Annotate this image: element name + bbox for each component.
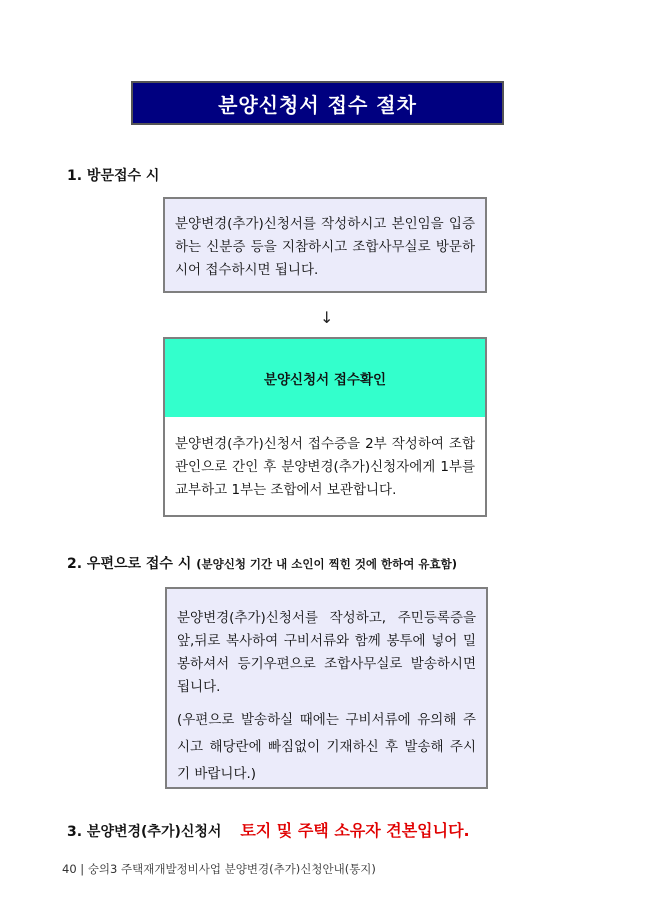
section-1-heading: 1. 방문접수 시 bbox=[67, 168, 160, 184]
receipt-confirmation-text: 분양변경(추가)신청서 접수증을 2부 작성하여 조합 관인으로 간인 후 분양변경(추가)신청자에게 1부를 교부하고 1부는 조합에서 보관합니다. bbox=[175, 436, 475, 498]
section-2-title: 2. 우편으로 접수 시 bbox=[67, 556, 192, 572]
section-2-heading bbox=[67, 553, 457, 573]
section-2-note: (분양신청 기간 내 소인이 찍힌 것에 한하여 유효함) bbox=[196, 557, 457, 571]
page-footer: 40 | 숭의3 주택재개발정비사업 분양변경(추가)신청안내(통지) bbox=[62, 862, 376, 876]
section-3-title: 3. 분양변경(추가)신청서 bbox=[67, 824, 222, 840]
section-3-heading bbox=[67, 818, 470, 841]
visit-instruction-box bbox=[163, 197, 487, 293]
mail-instruction-text: 분양변경(추가)신청서를 작성하고, 주민등록증을 앞,뒤로 복사하여 구비서류와 함께 봉투에 넣어 밀봉하셔서 등기우편으로 조합사무실로 발송하시면 됩니다. bbox=[177, 610, 476, 695]
visit-instruction-text: 분양변경(추가)신청서를 작성하시고 본인임을 입증하는 신분증 등을 지참하시고 조합사무실로 방문하시어 접수하시면 됩니다. bbox=[175, 216, 475, 278]
mail-instruction-box bbox=[165, 587, 488, 789]
page-title: 분양신청서 접수 절차 bbox=[131, 81, 504, 125]
down-arrow-icon: ↓ bbox=[320, 308, 334, 327]
mail-caution-text: (우편으로 발송하실 때에는 구비서류에 유의해 주시고 해당란에 빠짐없이 기재하신 후 발송해 주시기 바랍니다.) bbox=[177, 712, 476, 782]
receipt-confirmation-box bbox=[163, 417, 487, 517]
receipt-confirmation-header: 분양신청서 접수확인 bbox=[163, 337, 487, 419]
sample-notice: 토지 및 주택 소유자 견본입니다. bbox=[240, 821, 470, 840]
